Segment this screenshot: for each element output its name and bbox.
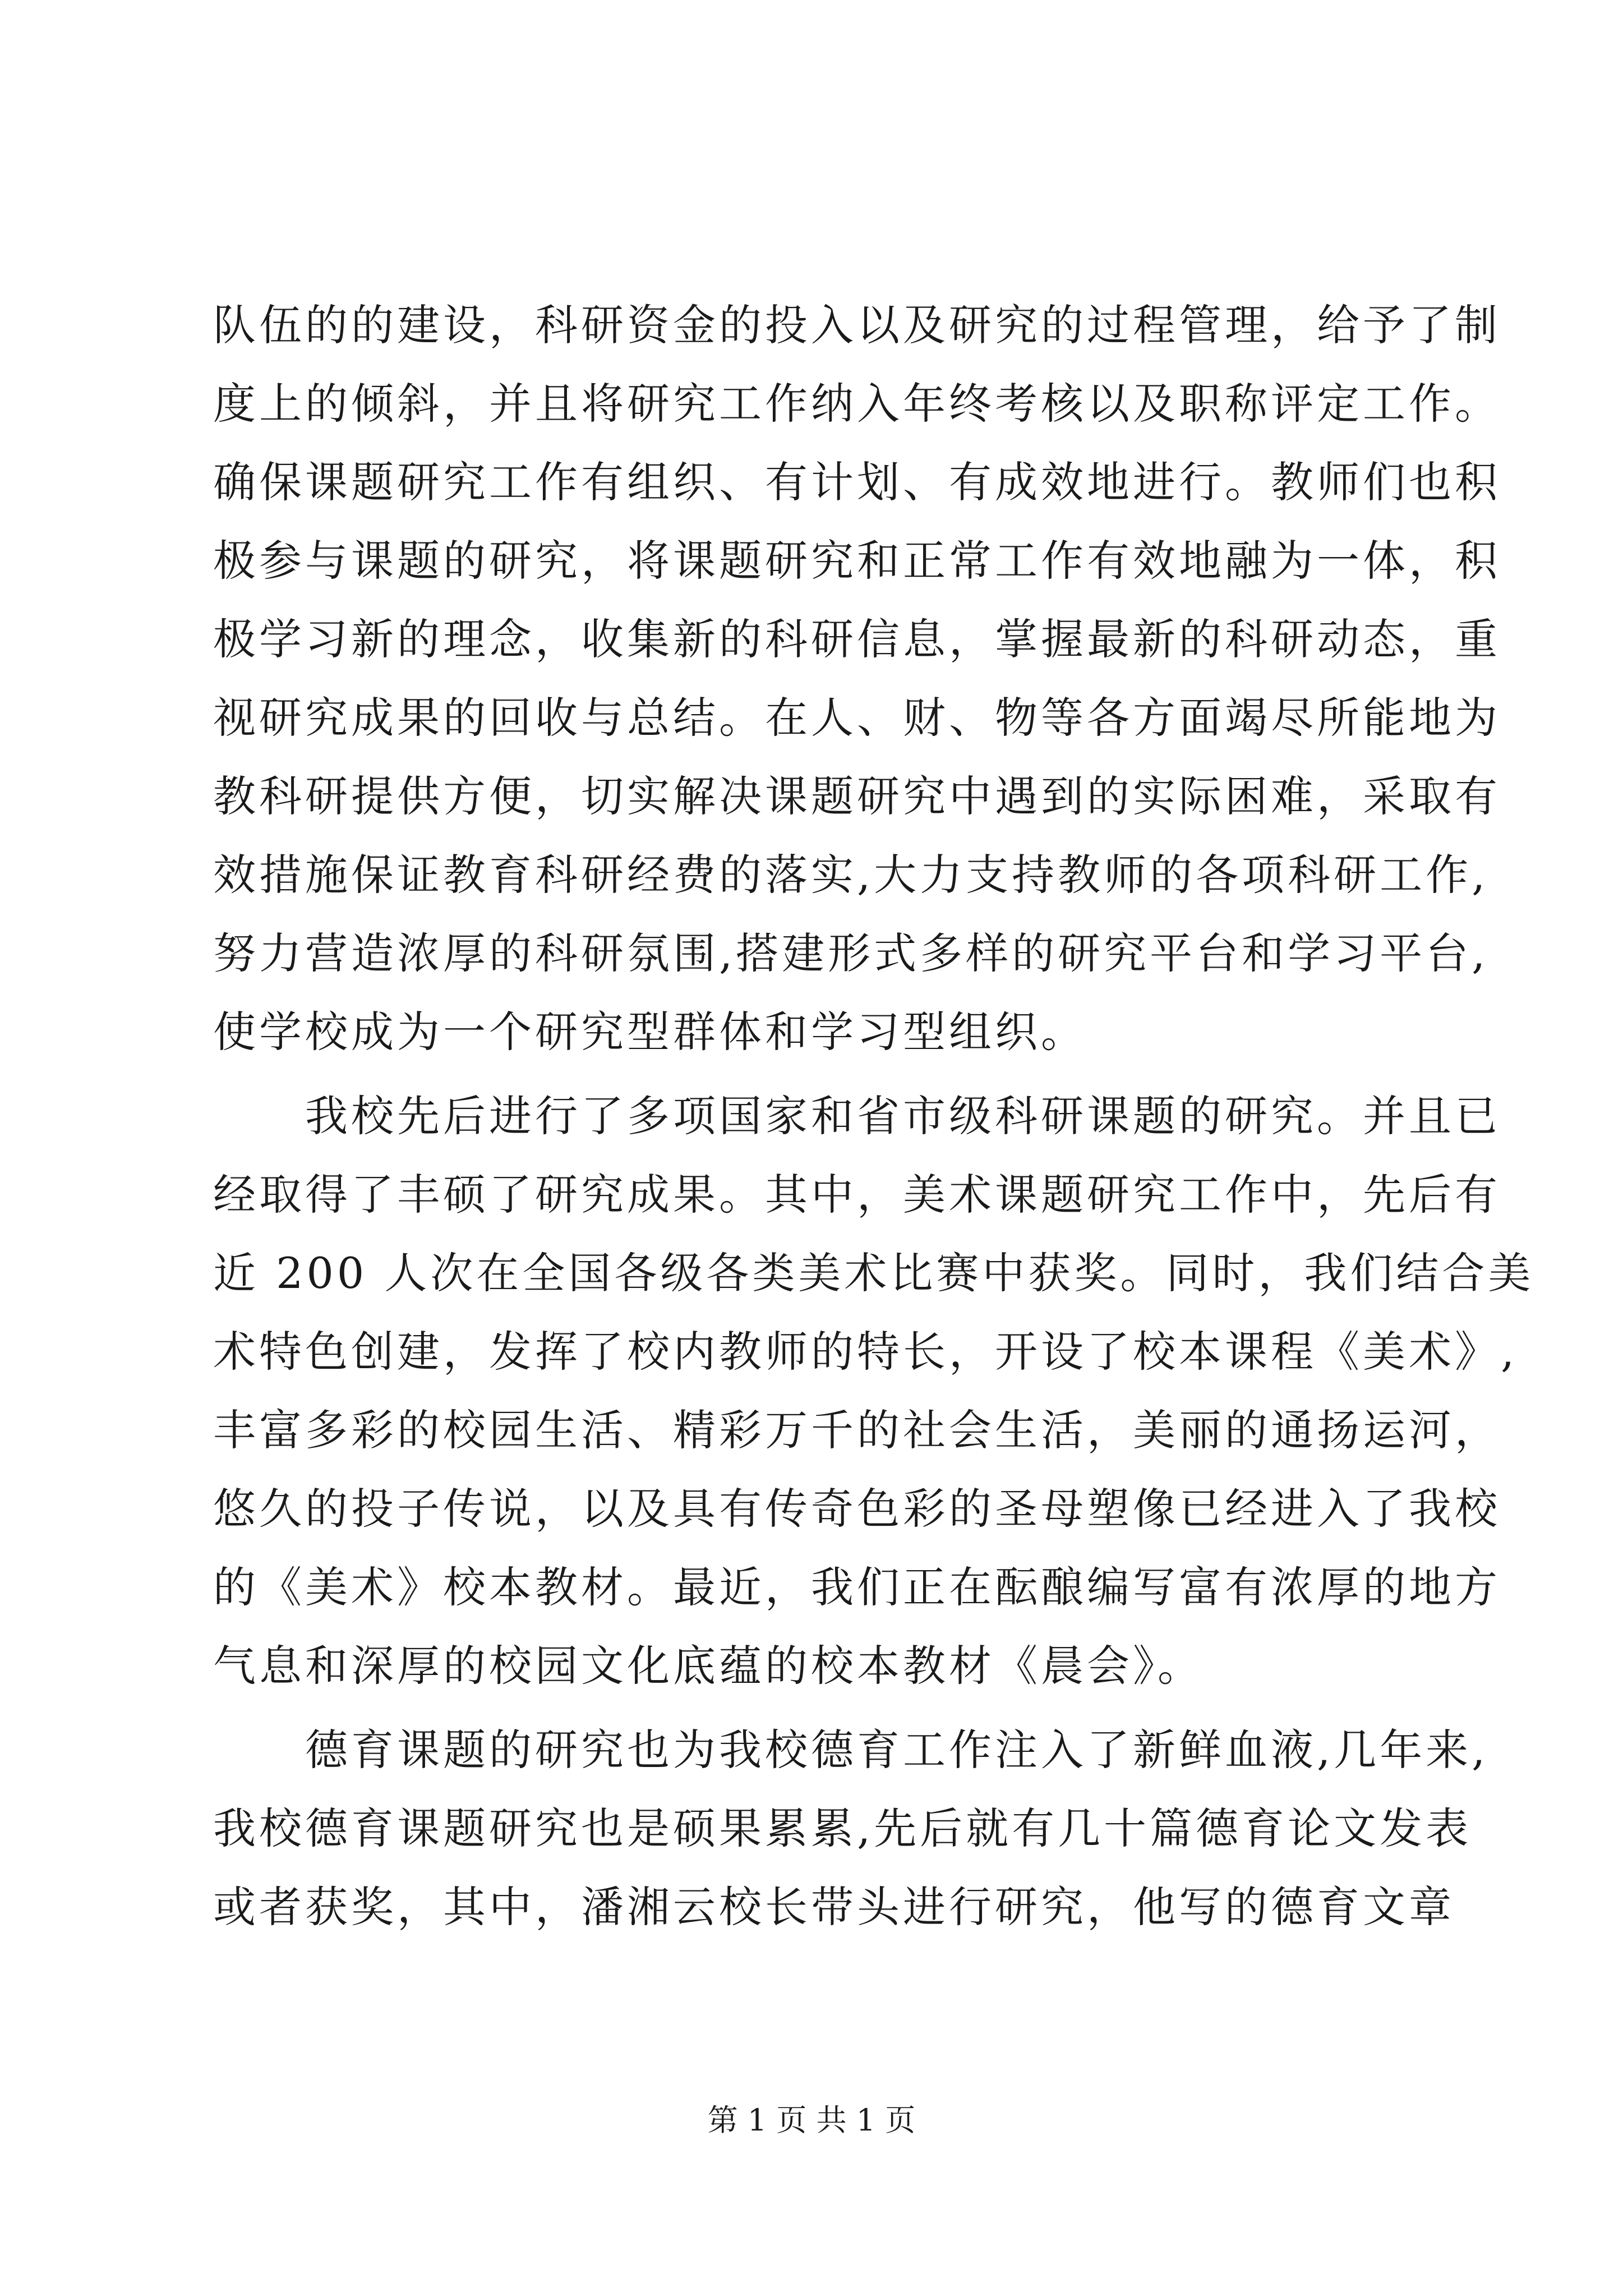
text-line: 效措施保证教育科研经费的落实,大力支持教师的各项科研工作, — [213, 850, 1489, 900]
text-line: 极参与课题的研究，将课题研究和正常工作有效地融为一体，积 — [213, 536, 1501, 586]
text-line: 近 200 人次在全国各级各类美术比赛中获奖。同时，我们结合美 — [213, 1248, 1534, 1298]
text-line: 经取得了丰硕了研究成果。其中，美术课题研究工作中，先后有 — [213, 1170, 1501, 1220]
text-line: 丰富多彩的校园生活、精彩万千的社会生活，美丽的通扬运河， — [213, 1405, 1501, 1455]
text-line: 视研究成果的回收与总结。在人、财、物等各方面竭尽所能地为 — [213, 693, 1501, 743]
text-line: 确保课题研究工作有组织、有计划、有成效地进行。教师们也积 — [213, 457, 1501, 507]
text-line: 度上的倾斜，并且将研究工作纳入年终考核以及职称评定工作。 — [213, 379, 1501, 429]
text-line: 努力营造浓厚的科研氛围,搭建形式多样的研究平台和学习平台, — [213, 928, 1489, 978]
text-line: 或者获奖，其中，潘湘云校长带头进行研究，他写的德育文章 — [213, 1882, 1455, 1932]
page-footer: 第 1 页 共 1 页 — [707, 2102, 916, 2138]
text-line: 使学校成为一个研究型群体和学习型组织。 — [213, 1007, 1087, 1057]
text-line: 队伍的的建设，科研资金的投入以及研究的过程管理，给予了制 — [213, 300, 1501, 350]
text-line: 极学习新的理念，收集新的科研信息，掌握最新的科研动态，重 — [213, 614, 1501, 664]
text-line: 教科研提供方便，切实解决课题研究中遇到的实际困难，采取有 — [213, 771, 1501, 821]
text-line: 术特色创建，发挥了校内教师的特长，开设了校本课程《美术》, — [213, 1327, 1518, 1377]
text-line: 我校德育课题研究也是硕果累累,先后就有几十篇德育论文发表 — [213, 1803, 1472, 1853]
text-line: 我校先后进行了多项国家和省市级科研课题的研究。并且已 — [213, 1091, 1501, 1141]
text-line: 悠久的投子传说，以及具有传奇色彩的圣母塑像已经进入了我校 — [213, 1484, 1501, 1534]
text-line: 的《美术》校本教材。最近，我们正在酝酿编写富有浓厚的地方 — [213, 1562, 1501, 1612]
text-line: 德育课题的研究也为我校德育工作注入了新鲜血液,几年来, — [213, 1725, 1489, 1775]
text-line: 气息和深厚的校园文化底蕴的校本教材《晨会》。 — [213, 1641, 1204, 1691]
